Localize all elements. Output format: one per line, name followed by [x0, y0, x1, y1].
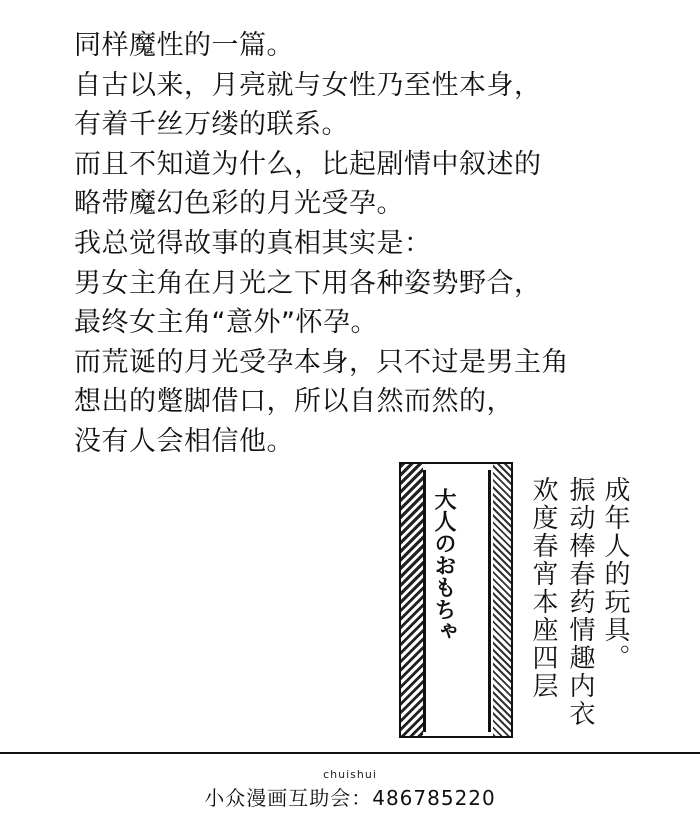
panel-shading — [401, 464, 423, 736]
text-line: 没有人会相信他。 — [74, 425, 294, 457]
manga-panel — [399, 462, 513, 738]
text-line: 男女主角在月光之下用各种姿势野合， — [74, 267, 542, 299]
panel-shading — [493, 464, 511, 736]
footer-divider — [0, 752, 700, 754]
text-line: 最终女主角“意外”怀孕。 — [74, 307, 378, 339]
annotation-column: 成年人的玩具。 — [600, 476, 630, 672]
shop-sign-text: 大人のおもちゃ — [431, 488, 456, 642]
text-line: 我总觉得故事的真相其实是： — [74, 227, 432, 259]
main-text — [74, 26, 674, 462]
text-line: 而且不知道为什么，比起剧情中叙述的 — [74, 148, 542, 180]
footer-group-info: 小众漫画互助会：486785220 — [204, 786, 496, 810]
text-line: 自古以来，月亮就与女性乃至性本身， — [74, 69, 542, 101]
annotation-column: 欢度春宵本座四层 — [528, 476, 558, 700]
text-line: 有着千丝万缕的联系。 — [74, 109, 349, 141]
text-line: 而荒诞的月光受孕本身，只不过是男主角 — [74, 346, 569, 378]
text-line: 略带魔幻色彩的月光受孕。 — [74, 188, 404, 220]
text-line: 同样魔性的一篇。 — [74, 30, 294, 61]
annotation-column: 振动棒春药情趣内衣 — [565, 476, 595, 728]
text-line: 想出的蹩脚借口，所以自然而然的， — [74, 386, 514, 418]
footer-credit: chuishui — [323, 768, 377, 781]
